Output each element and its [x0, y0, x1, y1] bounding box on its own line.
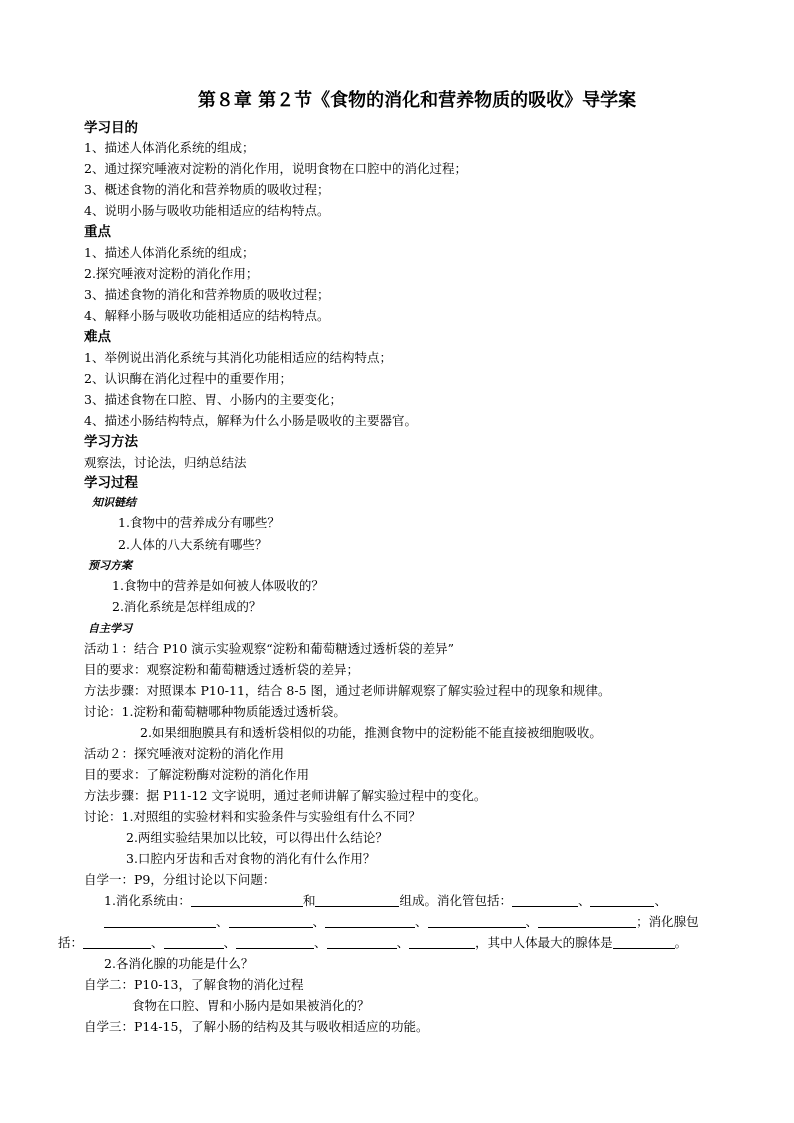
difficulty-item: 2、认识酶在消化过程中的重要作用；: [84, 371, 292, 386]
key-point-item: 2.探究唾液对淀粉的消化作用；: [84, 266, 259, 281]
fill-blank[interactable]: [327, 935, 397, 949]
methods-text: 观察法，讨论法，归纳总结法: [84, 455, 247, 470]
knowledge-link-item: 1.食物中的营养成分有哪些？: [118, 515, 280, 530]
fill-blank[interactable]: [315, 893, 399, 907]
self1-question1-line3: 括： 、 、 、 、 ，其中人体最大的腺体是 。: [58, 935, 688, 950]
key-point-item: 3、描述食物的消化和营养物质的吸收过程；: [84, 287, 330, 302]
objectives-heading: 学习目的: [84, 120, 138, 136]
fill-blank[interactable]: [325, 914, 415, 928]
preview-item: 1.食物中的营养是如何被人体吸收的？: [112, 578, 324, 593]
fill-blank[interactable]: [512, 893, 578, 907]
activity2-title: 活动２：探究唾液对淀粉的消化作用: [84, 746, 285, 761]
objective-item: 2、通过探究唾液对淀粉的消化作用，说明食物在口腔中的消化过程；: [84, 161, 467, 176]
objective-item: 1、描述人体消化系统的组成；: [84, 140, 255, 155]
preview-heading: 预习方案: [88, 559, 132, 572]
knowledge-link-heading: 知识链结: [92, 496, 136, 509]
objective-item: 3、概述食物的消化和营养物质的吸收过程；: [84, 182, 330, 197]
fill-blank[interactable]: [409, 935, 475, 949]
self1-question1-line2: 、 、 、 、 ；消化腺包: [104, 913, 699, 931]
activity1-discussion: 2.如果细胞膜具有和透析袋相似的功能，推测食物中的淀粉能不能直接被细胞吸收。: [140, 725, 602, 740]
activity2-goal: 目的要求：了解淀粉酶对淀粉的消化作用: [84, 767, 310, 782]
fill-blank[interactable]: [613, 935, 675, 949]
self-study-heading: 自主学习: [88, 622, 132, 635]
difficulty-item: 3、描述食物在口腔、胃、小肠内的主要变化；: [84, 392, 342, 407]
fill-blank[interactable]: [104, 914, 216, 928]
fill-blank[interactable]: [83, 935, 151, 949]
fill-blank[interactable]: [229, 914, 313, 928]
objective-item: 4、说明小肠与吸收功能相适应的结构特点。: [84, 203, 330, 218]
self2-question: 食物在口腔、胃和小肠内是如果被消化的？: [132, 998, 370, 1013]
fill-blank[interactable]: [538, 914, 636, 928]
activity1-steps: 方法步骤：对照课本 P10-11，结合 8-5 图，通过老师讲解观察了解实验过程中的现象和规律。: [84, 683, 611, 698]
key-point-item: 4、解释小肠与吸收功能相适应的结构特点。: [84, 308, 330, 323]
self1-question1-line1: 1.消化系统由： 和 组成。消化管包括： 、 、: [104, 893, 667, 908]
activity1-discussion: 讨论：1.淀粉和葡萄糖哪种物质能透过透析袋。: [84, 704, 346, 719]
activity2-discussion: 2.两组实验结果加以比较，可以得出什么结论？: [126, 830, 388, 845]
knowledge-link-item: 2.人体的八大系统有哪些？: [118, 537, 268, 552]
self2-title: 自学二：P10-13，了解食物的消化过程: [84, 977, 304, 992]
difficulty-item: 4、描述小肠结构特点，解释为什么小肠是吸收的主要器官。: [84, 413, 417, 428]
self3-title: 自学三：P14-15，了解小肠的结构及其与吸收相适应的功能。: [84, 1019, 429, 1034]
page-title: 第８章 第２节《食物的消化和营养物质的吸收》导学案: [197, 90, 637, 111]
fill-blank[interactable]: [428, 914, 526, 928]
self1-question2: 2.各消化腺的功能是什么？: [104, 956, 254, 971]
activity1-goal: 目的要求：观察淀粉和葡萄糖透过透析袋的差异；: [84, 662, 360, 677]
difficulties-heading: 难点: [84, 329, 111, 345]
activity2-steps: 方法步骤：据 P11-12 文字说明，通过老师讲解了解实验过程中的变化。: [84, 788, 487, 803]
key-points-heading: 重点: [84, 224, 111, 240]
self1-title: 自学一：P9，分组讨论以下问题：: [84, 872, 276, 887]
process-heading: 学习过程: [84, 475, 138, 491]
fill-blank[interactable]: [164, 935, 224, 949]
activity2-discussion: 讨论：1.对照组的实验材料和实验条件与实验组有什么不同？: [84, 809, 421, 824]
methods-heading: 学习方法: [84, 434, 138, 450]
key-point-item: 1、描述人体消化系统的组成；: [84, 245, 255, 260]
fill-blank[interactable]: [236, 935, 314, 949]
preview-item: 2.消化系统是怎样组成的？: [112, 599, 262, 614]
fill-blank[interactable]: [191, 893, 303, 907]
fill-blank[interactable]: [590, 893, 654, 907]
difficulty-item: 1、举例说出消化系统与其消化功能相适应的结构特点；: [84, 350, 392, 365]
activity1-title: 活动１：结合 P10 演示实验观察“淀粉和葡萄糖透过透析袋的差异”: [84, 641, 455, 656]
activity2-discussion: 3.口腔内牙齿和舌对食物的消化有什么作用？: [126, 851, 376, 866]
